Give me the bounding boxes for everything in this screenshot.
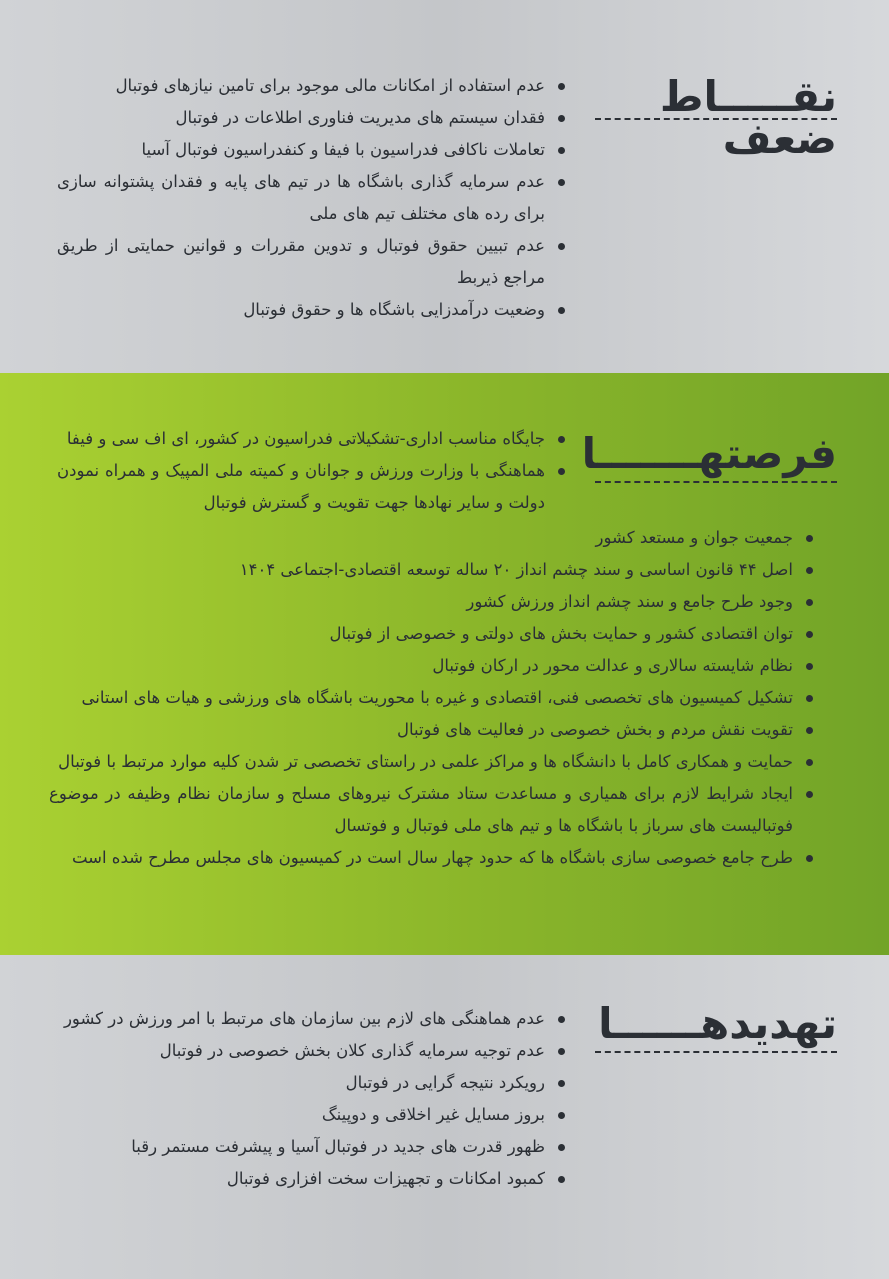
opportunity-item: ایجاد شرایط لازم برای همیاری و مساعدت ستاد مشترک نیروهای مسلح و سازمان نظام وظیفه در موضوع فوتبالیست های سرباز با باشگاه ها و تیم های ملی فوتبال و فوتسال: [49, 778, 817, 842]
weaknesses-heading: نقـــــاط ضعف: [659, 72, 837, 163]
opportunities-heading: فرصتهـــــــا: [581, 429, 837, 478]
weaknesses-section: [0, 0, 889, 373]
weakness-item: تعاملات ناکافی فدراسیون با فیفا و کنفدراسیون فوتبال آسیا: [57, 134, 569, 166]
opportunity-item: تشکیل کمیسیون های تخصصی فنی، اقتصادی و غیره با محوریت باشگاه های ورزشی و هیات های استانی: [49, 682, 817, 714]
opportunity-item: توان اقتصادی کشور و حمایت بخش های دولتی و خصوصی از فوتبال: [49, 618, 817, 650]
threats-section: [0, 955, 889, 1279]
opportunities-list-top: [57, 423, 569, 519]
threat-item: بروز مسایل غیر اخلاقی و دوپینگ: [57, 1099, 569, 1131]
threat-item: ظهور قدرت های جدید در فوتبال آسیا و پیشرفت مستمر رقبا: [57, 1131, 569, 1163]
opportunity-item: اصل ۴۴ قانون اساسی و سند چشم انداز ۲۰ ساله توسعه اقتصادی-اجتماعی ۱۴۰۴: [49, 554, 817, 586]
threat-item: عدم توجیه سرمایه گذاری کلان بخش خصوصی در فوتبال: [57, 1035, 569, 1067]
weakness-item: عدم تبیین حقوق فوتبال و تدوین مقررات و قوانین حمایتی از طریق مراجع ذیربط: [57, 230, 569, 294]
weaknesses-heading-underline: [595, 118, 837, 120]
threat-item: عدم هماهنگی های لازم بین سازمان های مرتبط با امر ورزش در کشور: [57, 1003, 569, 1035]
opportunities-section: [0, 373, 889, 955]
opportunity-item: حمایت و همکاری کامل با دانشگاه ها و مراکز علمی در راستای تخصصی تر شدن کلیه موارد مرتبط با فوتبال: [49, 746, 817, 778]
opportunity-item: جایگاه مناسب اداری-تشکیلاتی فدراسیون در کشور، ای اف سی و فیفا: [57, 423, 569, 455]
weakness-item: فقدان سیستم های مدیریت فناوری اطلاعات در فوتبال: [57, 102, 569, 134]
threat-item: رویکرد نتیجه گرایی در فوتبال: [57, 1067, 569, 1099]
opportunity-item: هماهنگی با وزارت ورزش و جوانان و کمیته ملی المپیک و همراه نمودن دولت و سایر نهادها جهت تقویت و گسترش فوتبال: [57, 455, 569, 519]
threats-list: [57, 1003, 569, 1195]
weakness-item: عدم سرمایه گذاری باشگاه ها در تیم های پایه و فقدان پشتوانه سازی برای رده های مختلف تیم های ملی: [57, 166, 569, 230]
threats-heading-underline: [595, 1051, 837, 1053]
opportunities-heading-underline: [595, 481, 837, 483]
weakness-item: عدم استفاده از امکانات مالی موجود برای تامین نیازهای فوتبال: [57, 70, 569, 102]
weaknesses-list: [57, 70, 569, 326]
opportunity-item: وجود طرح جامع و سند چشم انداز ورزش کشور: [49, 586, 817, 618]
opportunity-item: طرح جامع خصوصی سازی باشگاه ها که حدود چهار سال است در کمیسیون های مجلس مطرح شده است: [49, 842, 817, 874]
weakness-item: وضعیت درآمدزایی باشگاه ها و حقوق فوتبال: [57, 294, 569, 326]
threats-heading: تهدیدهــــــا: [598, 999, 837, 1048]
opportunity-item: تقویت نقش مردم و بخش خصوصی در فعالیت های فوتبال: [49, 714, 817, 746]
opportunity-item: جمعیت جوان و مستعد کشور: [49, 522, 817, 554]
opportunity-item: نظام شایسته سالاری و عدالت محور در ارکان فوتبال: [49, 650, 817, 682]
threat-item: کمبود امکانات و تجهیزات سخت افزاری فوتبال: [57, 1163, 569, 1195]
opportunities-list: [49, 522, 817, 874]
